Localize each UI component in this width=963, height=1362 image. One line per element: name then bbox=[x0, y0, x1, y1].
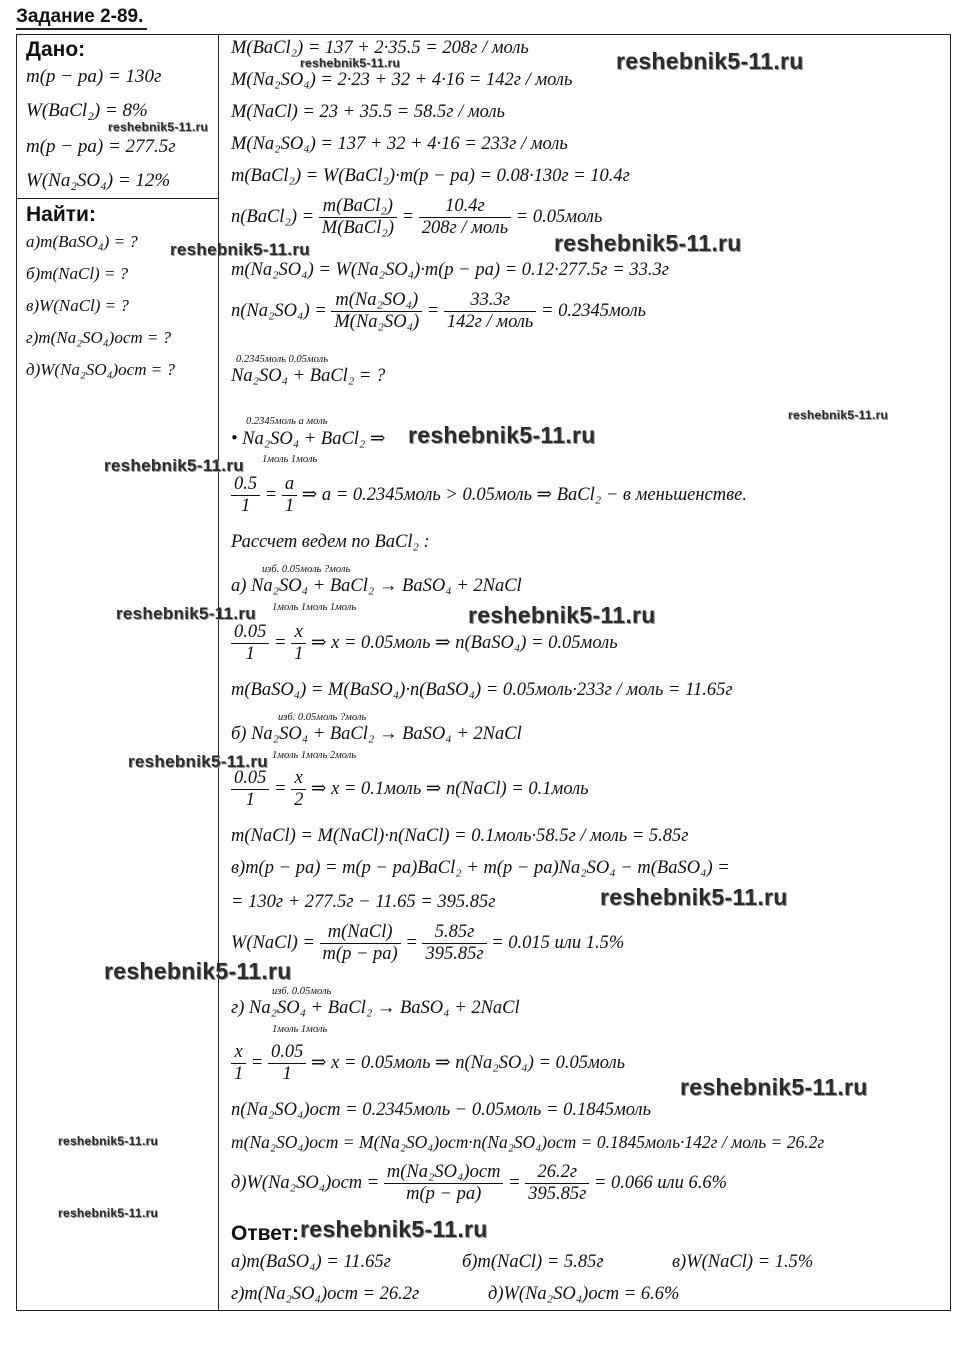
answer-item: а)m(BaSO₄) = 11.65г bbox=[231, 1252, 391, 1272]
watermark: reshebnik5-11.ru bbox=[600, 884, 788, 910]
find-item: б)m(NaCl) = ? bbox=[26, 264, 129, 283]
moles-na2so4-remaining: n(Na₂SO₄)ост = 0.2345моль − 0.05моль = 0.1845моль bbox=[231, 1100, 652, 1120]
reaction-annotation: 1моль 1моль bbox=[272, 1024, 328, 1035]
reaction-annotation: 0.2345моль 0.05моль bbox=[236, 354, 328, 365]
watermark: reshebnik5-11.ru bbox=[104, 456, 244, 475]
fraction: $\frac{x}{1}$ bbox=[291, 622, 306, 665]
watermark: reshebnik5-11.ru bbox=[554, 230, 742, 256]
proportion-g: $\frac{x}{1}$ = $\frac{0.05}{1}$ ⇒ x = 0.05моль ⇒ n(Na₂SO₄) = 0.05моль bbox=[231, 1042, 625, 1085]
answer-item: б)m(NaCl) = 5.85г bbox=[462, 1252, 604, 1272]
proportion-a: $\frac{0.05}{1}$ = $\frac{x}{1}$ ⇒ x = 0.05моль ⇒ n(BaSO₄) = 0.05моль bbox=[231, 622, 618, 665]
fraction: $\frac{33.3г}{\text{142г / моль}}$ bbox=[444, 290, 536, 333]
molar-mass-na2so4: M(Na₂SO₄) = 2·23 + 32 + 4·16 = 142г / моль bbox=[231, 70, 573, 90]
mass-baso4: m(BaSO₄) = M(BaSO₄)·n(BaSO₄) = 0.05моль·233г / моль = 11.65г bbox=[231, 680, 733, 700]
solution-mass-formula: в)m(p − pa) = m(p − pa)BaCl₂ + m(p − pa)Na₂SO₄ − m(BaSO₄) = bbox=[231, 858, 730, 878]
watermark: reshebnik5-11.ru bbox=[680, 1074, 868, 1100]
answer-item: д)W(Na₂SO₄)ост = 6.6% bbox=[488, 1284, 680, 1304]
mass-na2so4-remaining: m(Na₂SO₄)ост = M(Na₂SO₄)ост·n(Na₂SO₄)ост = 0.1845моль·142г / моль = 26.2г bbox=[231, 1132, 825, 1152]
reaction-annotation: 1моль 1моль bbox=[262, 454, 318, 465]
mass-na2so4: m(Na₂SO₄) = W(Na₂SO₄)·m(p − pa) = 0.12·277.5г = 33.3г bbox=[231, 260, 669, 280]
reaction-annotation: 1моль 1моль 2моль bbox=[272, 750, 357, 761]
find-item: в)W(NaCl) = ? bbox=[26, 296, 129, 315]
answer-heading: Ответ: bbox=[231, 1222, 299, 1245]
watermark: reshebnik5-11.ru bbox=[116, 604, 256, 623]
fraction-nacl: W(NaCl) = $\frac{\text{m(NaCl)}}{m(p - pa)}$ = $\frac{5.85г}{395.85г}$ = 0.015 или 1.5% bbox=[231, 922, 625, 964]
fraction-na2so4-remaining: д)W(Na₂SO₄)ост = $\frac{\text{m(Na₂SO₄)ост}}{m(p - pa)}$ = $\frac{26.2г}{395.85г}$ = 0.066 или 6.6% bbox=[231, 1162, 727, 1204]
fraction: $\frac{5.85г}{395.85г}$ bbox=[422, 922, 486, 965]
moles-bacl2: n(BaCl₂) = $\frac{\text{m(BaCl₂)}}{\text{M(BaCl₂)}}$ = $\frac{10.4г}{\text{208г / моль}}$ = 0.05моль bbox=[231, 196, 603, 238]
mass-nacl: m(NaCl) = M(NaCl)·n(NaCl) = 0.1моль·58.5г / моль = 5.85г bbox=[231, 826, 689, 846]
watermark: reshebnik5-11.ru bbox=[788, 408, 889, 422]
reaction-annotation: 1моль 1моль 1моль bbox=[272, 602, 357, 613]
fraction: $\frac{0.05}{1}$ bbox=[231, 622, 269, 665]
table-horizontal-divider bbox=[16, 198, 219, 199]
fraction: $\frac{\text{m(Na₂SO₄)ост}}{m(p - pa)}$ bbox=[384, 1162, 504, 1205]
reaction-annotation: изб. 0.05моль bbox=[272, 986, 332, 997]
given-item: W(BaCl₂) = 8% bbox=[26, 100, 148, 121]
fraction: $\frac{\text{m(Na₂SO₄)}}{\text{M(Na₂SO₄)}}$ bbox=[331, 290, 422, 333]
proportion-excess: $\frac{0.5}{1}$ = $\frac{a}{1}$ ⇒ a = 0.2345моль > 0.05моль ⇒ BaCl₂ − в меньшенстве. bbox=[231, 474, 747, 517]
watermark: reshebnik5-11.ru bbox=[108, 120, 209, 134]
find-item: д)W(Na₂SO₄)ост = ? bbox=[26, 360, 175, 379]
watermark: reshebnik5-11.ru bbox=[300, 56, 401, 70]
fraction: $\frac{10.4г}{\text{208г / моль}}$ bbox=[419, 196, 511, 239]
molar-mass-baso4: M(Na₂SO₄) = 137 + 32 + 4·16 = 233г / моль bbox=[231, 134, 568, 154]
reaction-a: а) Na₂SO₄ + BaCl₂ → BaSO₄ + 2NaCl bbox=[231, 576, 522, 596]
watermark: reshebnik5-11.ru bbox=[170, 240, 310, 259]
given-item: m(p − pa) = 130г bbox=[26, 66, 162, 87]
fraction: $\frac{a}{1}$ bbox=[282, 474, 297, 517]
reaction-b: б) Na₂SO₄ + BaCl₂ → BaSO₄ + 2NaCl bbox=[231, 724, 522, 744]
fraction: $\frac{0.05}{1}$ bbox=[268, 1042, 306, 1085]
watermark: reshebnik5-11.ru bbox=[58, 1134, 159, 1148]
fraction: $\frac{x}{2}$ bbox=[291, 768, 306, 811]
watermark: reshebnik5-11.ru bbox=[104, 958, 292, 984]
fraction: $\frac{0.05}{1}$ bbox=[231, 768, 269, 811]
find-item: а)m(BaSO₄) = ? bbox=[26, 232, 138, 251]
table-vertical-divider bbox=[218, 34, 219, 1311]
watermark: reshebnik5-11.ru bbox=[616, 48, 804, 74]
answer-item: г)m(Na₂SO₄)ост = 26.2г bbox=[231, 1284, 420, 1304]
reaction-excess-check: • Na₂SO₄ + BaCl₂ ⇒ bbox=[231, 429, 386, 449]
given-item: W(Na₂SO₄) = 12% bbox=[26, 170, 171, 191]
fraction: $\frac{\text{m(BaCl₂)}}{\text{M(BaCl₂)}}$ bbox=[319, 196, 397, 239]
fraction: $\frac{x}{1}$ bbox=[231, 1042, 246, 1085]
watermark: reshebnik5-11.ru bbox=[58, 1206, 159, 1220]
reaction-g: г) Na₂SO₄ + BaCl₂ → BaSO₄ + 2NaCl bbox=[231, 998, 520, 1018]
reaction-annotation: 0.2345моль a моль bbox=[246, 416, 328, 427]
molar-mass-nacl: M(NaCl) = 23 + 35.5 = 58.5г / моль bbox=[231, 102, 505, 122]
watermark: reshebnik5-11.ru bbox=[128, 752, 268, 771]
given-heading: Дано: bbox=[26, 38, 86, 61]
reaction-annotation: изб. 0.05моль ?моль bbox=[278, 712, 367, 723]
find-heading: Найти: bbox=[26, 203, 96, 226]
reaction-annotation: изб. 0.05моль ?моль bbox=[262, 564, 351, 575]
task-title: Задание 2-89. bbox=[16, 6, 147, 30]
watermark: reshebnik5-11.ru bbox=[300, 1216, 488, 1242]
fraction: $\frac{\text{m(NaCl)}}{m(p - pa)}$ bbox=[320, 922, 401, 965]
watermark: reshebnik5-11.ru bbox=[468, 602, 656, 628]
given-item: m(p − pa) = 277.5г bbox=[26, 136, 176, 157]
answer-item: в)W(NaCl) = 1.5% bbox=[672, 1252, 814, 1272]
calc-note: Рассчет ведем по BaCl₂ : bbox=[231, 532, 430, 552]
fraction: $\frac{26.2г}{395.85г}$ bbox=[525, 1162, 589, 1205]
molar-mass-bacl2: M(BaCl₂) = 137 + 2·35.5 = 208г / моль bbox=[231, 38, 529, 58]
fraction: $\frac{0.5}{1}$ bbox=[231, 474, 260, 517]
mass-bacl2: m(BaCl₂) = W(BaCl₂)·m(p − pa) = 0.08·130г = 10.4г bbox=[231, 166, 630, 186]
watermark: reshebnik5-11.ru bbox=[408, 422, 596, 448]
solution-mass-value: = 130г + 277.5г − 11.65 = 395.85г bbox=[231, 892, 496, 912]
proportion-b: $\frac{0.05}{1}$ = $\frac{x}{2}$ ⇒ x = 0.1моль ⇒ n(NaCl) = 0.1моль bbox=[231, 768, 589, 811]
moles-na2so4: n(Na₂SO₄) = $\frac{\text{m(Na₂SO₄)}}{\text{M(Na₂SO₄)}}$ = $\frac{33.3г}{\text{142г / моль}}$ = 0.2345моль bbox=[231, 290, 647, 332]
find-item: г)m(Na₂SO₄)ост = ? bbox=[26, 328, 172, 347]
reaction-question: Na₂SO₄ + BaCl₂ = ? bbox=[231, 366, 386, 386]
